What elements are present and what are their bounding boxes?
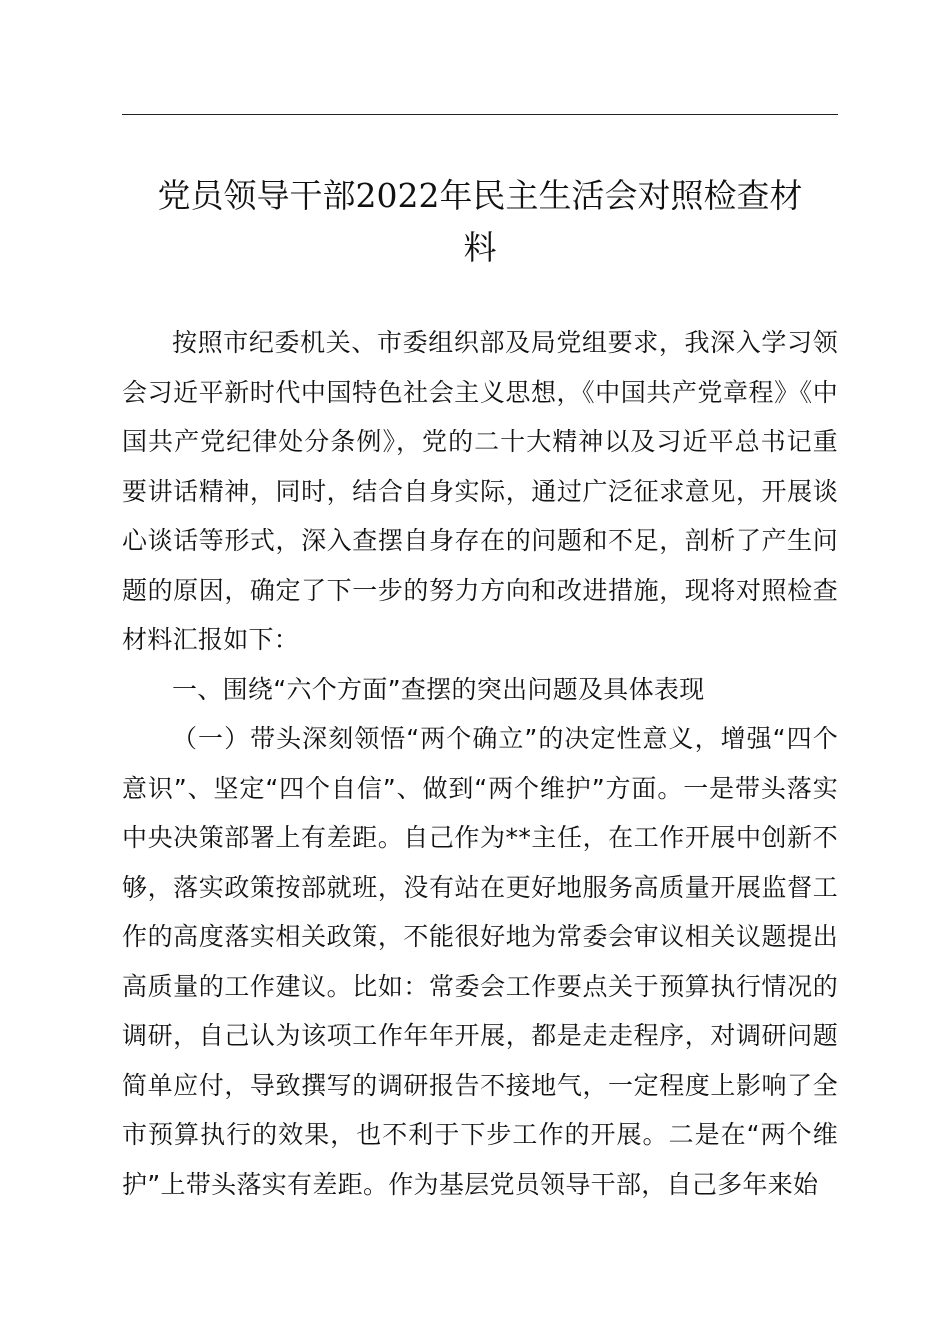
document-title-line-1: 党员领导干部2022年民主生活会对照检查材 bbox=[157, 176, 803, 215]
document-title-line-2: 料 bbox=[463, 228, 497, 267]
intro-paragraph: 按照市纪委机关、市委组织部及局党组要求，我深入学习领会习近平新时代中国特色社会主义思想，《中国共产党章程》《中国共产党纪律处分条例》，党的二十大精神以及习近平总书记重要讲话精神，同时，结合自身实际，通过广泛征求意见，开展谈心谈话等形式，深入查摆自身存在的问题和不足，剖析了产生问题的原因，确定了下一步的努力方向和改进措施，现将对照检查材料汇报如下： bbox=[122, 328, 838, 654]
header-rule bbox=[122, 114, 838, 115]
document-title bbox=[122, 170, 838, 274]
section-heading: 一、围绕“六个方面”查摆的突出问题及具体表现 bbox=[172, 674, 705, 704]
document-body bbox=[122, 318, 838, 1209]
subsection-paragraph: （一）带头深刻领悟“两个确立”的决定性意义，增强“四个意识”、坚定“四个自信”、做到“两个维护”方面。一是带头落实中央决策部署上有差距。自己作为**主任，在工作开展中创新不够，落实政策按部就班，没有站在更好地服务高质量开展监督工作的高度落实相关政策，不能很好地为常委会审议相关议题提出高质量的工作建议。比如：常委会工作要点关于预算执行情况的调研，自己认为该项工作年年开展，都是走走程序，对调研问题简单应付，导致撰写的调研报告不接地气，一定程度上影响了全市预算执行的效果，也不利于下步工作的开展。二是在“两个维护”上带头落实有差距。作为基层党员领导干部，自己多年来始 bbox=[122, 724, 838, 1199]
